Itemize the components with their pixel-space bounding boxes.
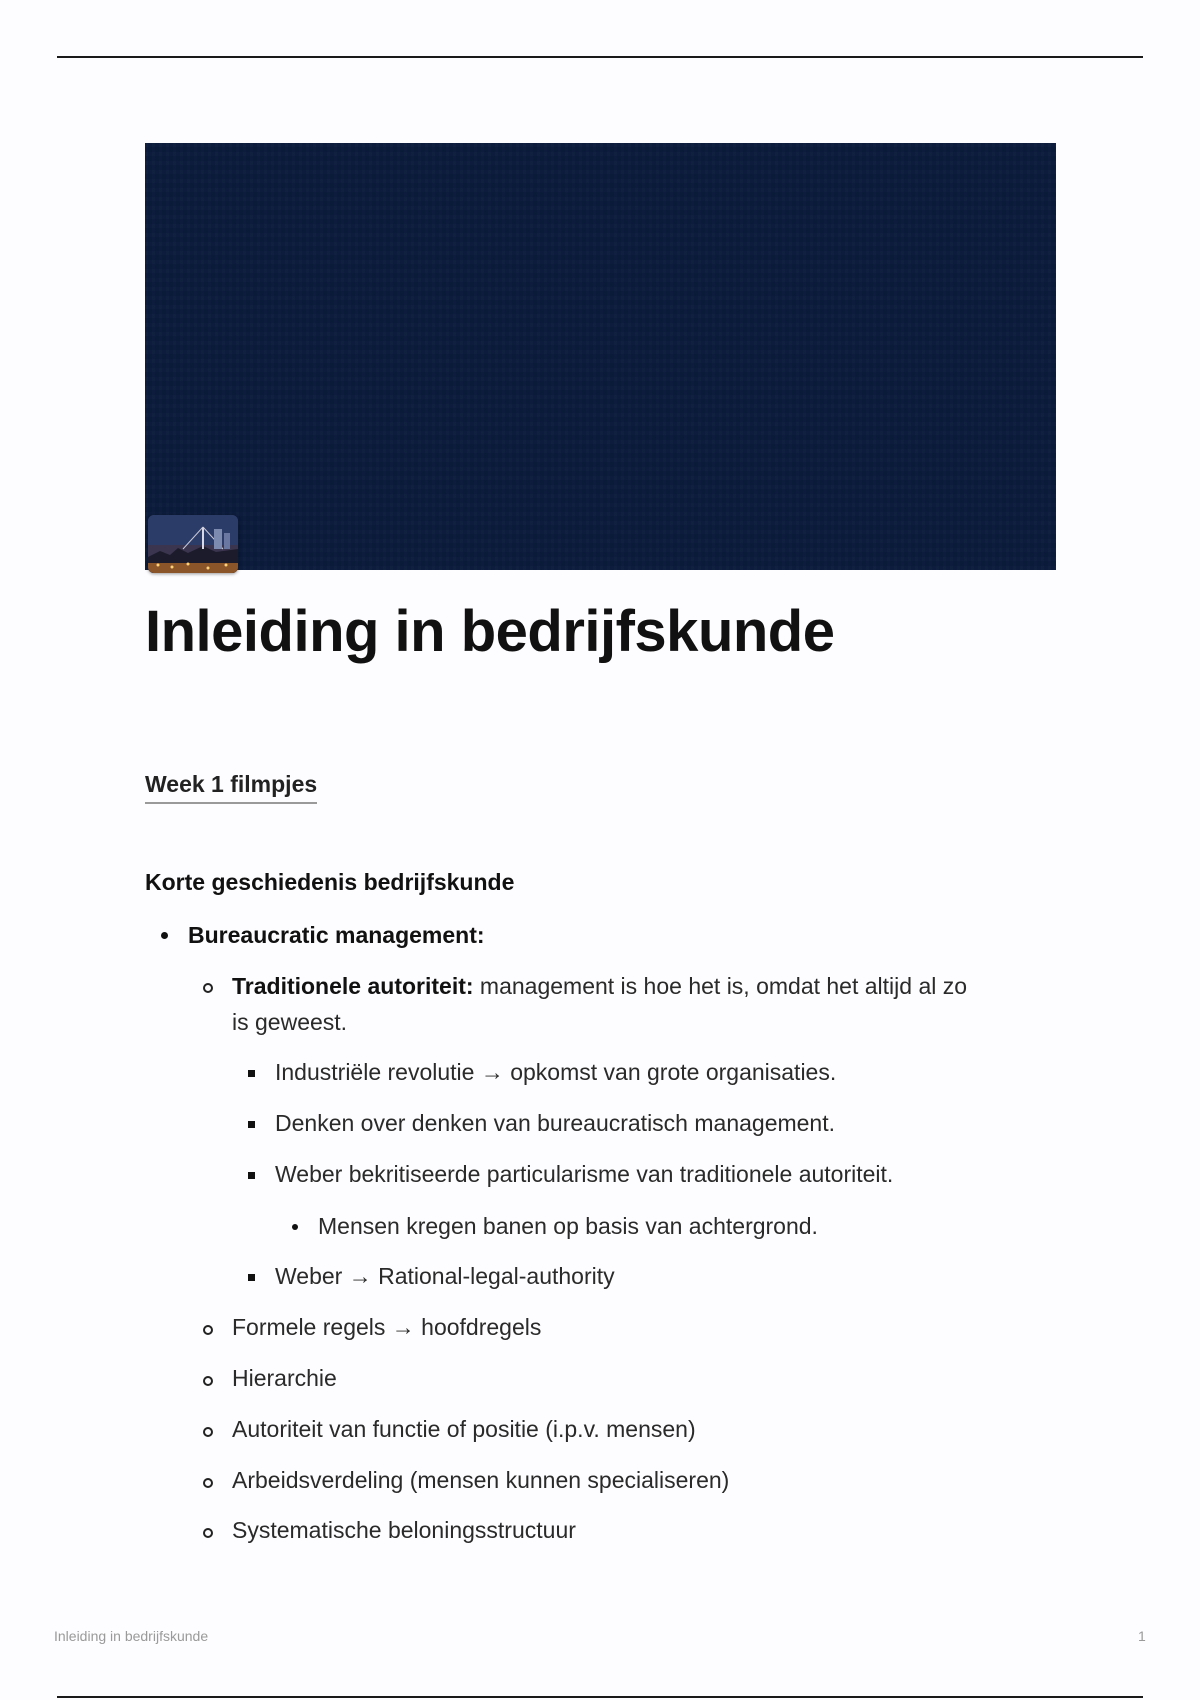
page-title: Inleiding in bedrijfskunde — [145, 599, 835, 664]
section-heading: Korte geschiedenis bedrijfskunde — [145, 869, 515, 895]
list-item-weber-rational: Weber → Rational-legal-authority — [275, 1263, 615, 1289]
bullet-square-icon — [248, 1172, 255, 1179]
bullet-circle-icon — [203, 1478, 213, 1488]
bullet-circle-icon — [203, 1427, 213, 1437]
list-item-systematische: Systematische beloningsstructuur — [232, 1517, 576, 1543]
list-item-bureaucratic — [188, 917, 485, 953]
bullet-disc-icon — [161, 932, 168, 939]
bullet-circle-icon — [203, 1528, 213, 1538]
list-item-traditionele-continuation: is geweest. — [232, 1009, 348, 1035]
bullet-circle-icon — [203, 1325, 213, 1335]
list-item-denken: Denken over denken van bureaucratisch management. — [275, 1110, 836, 1136]
list-item-hierarchie: Hierarchie — [232, 1365, 337, 1391]
city-skyline-icon[interactable] — [148, 515, 238, 573]
bullet-circle-icon — [203, 1376, 213, 1386]
cover-texture — [145, 143, 1056, 570]
list-item-mensen: Mensen kregen banen op basis van achtergrond. — [318, 1213, 818, 1239]
list-item-text: management is hoe het is, omdat het altijd al zo — [473, 973, 968, 999]
cover-image — [145, 143, 1056, 570]
list-item-weber-critique: Weber bekritiseerde particularisme van traditionele autoriteit. — [275, 1161, 894, 1187]
week-1-link[interactable]: Week 1 filmpjes — [145, 771, 317, 804]
list-item-autoriteit: Autoriteit van functie of positie (i.p.v. mensen) — [232, 1416, 696, 1442]
bullet-circle-icon — [203, 983, 213, 993]
list-item-bold-label: Traditionele autoriteit: — [232, 973, 474, 999]
bullet-square-icon — [248, 1274, 255, 1281]
footer-page-number: 1 — [1138, 1628, 1146, 1644]
footer-doc-title: Inleiding in bedrijfskunde — [54, 1628, 209, 1644]
bottom-divider — [57, 1696, 1143, 1698]
city-skyline-graphic — [148, 515, 238, 573]
bullet-disc-icon — [292, 1224, 298, 1230]
top-divider — [57, 56, 1143, 58]
list-item-arbeid: Arbeidsverdeling (mensen kunnen specialiseren) — [232, 1467, 730, 1493]
list-item-industriele: Industriële revolutie → opkomst van grote organisaties. — [275, 1059, 837, 1085]
list-item-traditionele — [232, 968, 1062, 1004]
bullet-square-icon — [248, 1121, 255, 1128]
list-item-formele: Formele regels → hoofdregels — [232, 1314, 542, 1340]
list-item-label: Bureaucratic management: — [188, 922, 485, 948]
bullet-square-icon — [248, 1070, 255, 1077]
